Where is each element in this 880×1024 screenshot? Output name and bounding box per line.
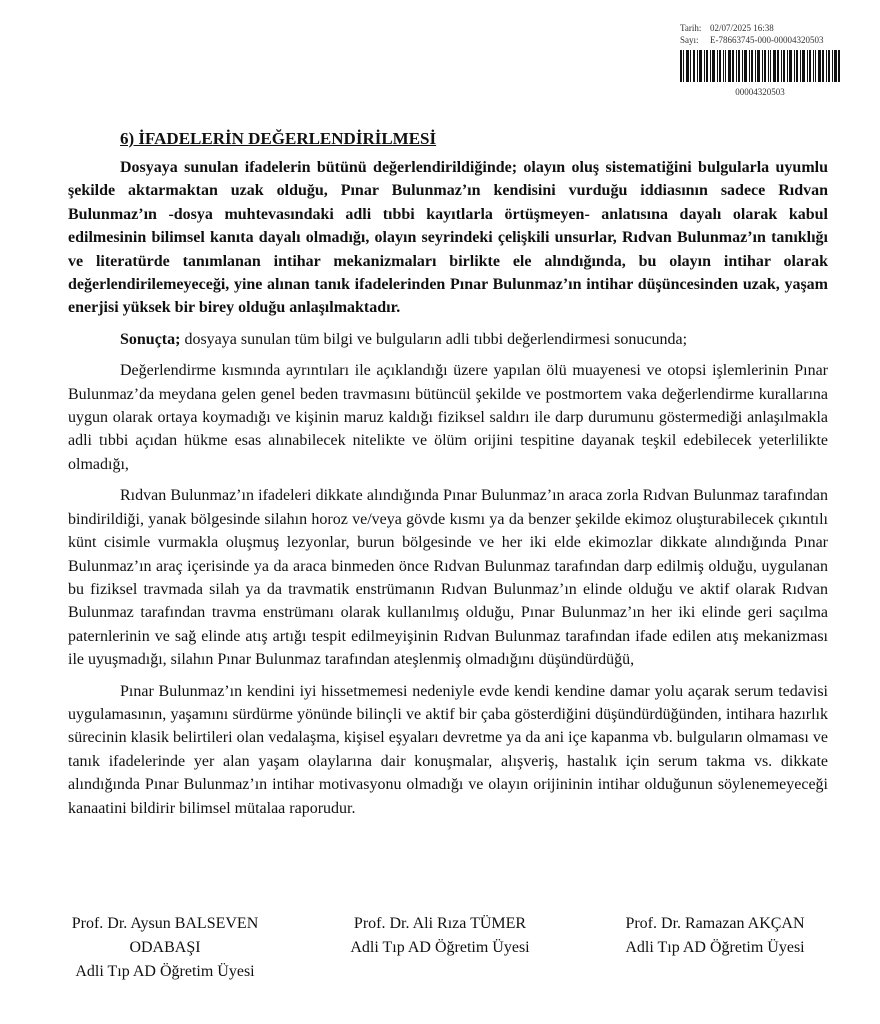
document-body [68, 128, 828, 820]
signature-1-name: Prof. Dr. Aysun BALSEVEN [71, 915, 259, 932]
stamp-date-line [680, 22, 850, 34]
barcode-icon [680, 50, 840, 82]
conclusion-label: Sonuçta; [120, 330, 181, 348]
conclusion-text: dosyaya sunulan tüm bilgi ve bulguların adli tıbbi değerlendirmesi sonucunda; [180, 330, 688, 348]
section-title: 6) İFADELERİN DEĞERLENDİRİLMESİ [120, 129, 437, 148]
paragraph-suicide-evaluation: Pınar Bulunmaz’ın kendini iyi hissetmemesi nedeniyle evde kendi kendine damar yolu açarak serum tedavisi uygulamasının, yaşamını sürdürme yönünde bilinçli ve aktif bir çaba gösterdiğini düşündürdüğünden, intihara hazırlık sürecinin klasik belirtileri olan vedalaşma, kişisel eşyaları devretme ya da ani içe kapanma vb. bulguların olmaması ve tanık ifadelerinde yer alan yaşam olaylarına dair konuşmalar, alışveriş, hastalık için serum takma vs. dikkate alındığında Pınar Bulunmaz’ın intihar motivasyonu olmadığı ve olayın orijininin intihar olduğunun söylenemeyeceği kanaatini bildirir bilimsel mütalaa raporudur. [68, 682, 828, 817]
signature-1 [40, 912, 290, 984]
signature-2 [315, 912, 565, 984]
barcode-number: 00004320503 [735, 87, 785, 97]
stamp-number-value: E-78663745-000-00004320503 [710, 35, 824, 45]
stamp-number-line [680, 34, 850, 46]
document-stamp [680, 22, 850, 98]
paragraph-autopsy-evaluation: Değerlendirme kısmında ayrıntıları ile açıklandığı üzere yapılan ölü muayenesi ve otopsi işlemlerinin Pınar Bulunmaz’da meydana gelen genel beden travmasını bütüncül şekilde ve postmortem vaka değerlendirme kurallarına uygun olarak ortaya koymadığı ve kişinin maruz kaldığı fiziksel saldırı ile darp durumunu göstermediği anlaşılmakla adli tıbbi açıdan hükme esas alınabilecek nitelikte ve ölüm orijini tespitine dayanak teşkil edebilecek yeterlilikte olmadığı, [68, 362, 828, 473]
signature-block [40, 912, 840, 984]
signature-3-name: Prof. Dr. Ramazan AKÇAN [625, 915, 805, 932]
signature-1-role: Adli Tıp AD Öğretim Üyesi [75, 963, 255, 980]
signature-3-role: Adli Tıp AD Öğretim Üyesi [625, 939, 805, 956]
paragraph-witness-evaluation: Rıdvan Bulunmaz’ın ifadeleri dikkate alındığında Pınar Bulunmaz’ın araca zorla Rıdvan Bulunmaz tarafından bindirildiği, yanak bölgesinde silahın horoz ve/veya gövde kısmı ya da benzer şekilde ekimoz oluşturabilecek çıkıntılı künt cisimle vurmakla oluşmuş lezyonlar, burun bölgesinde ve her iki elde ekimozlar dikkate alındığında Pınar Bulunmaz’ın araç içerisinde ya da araca binmeden önce Rıdvan Bulunmaz tarafından darp edilmiş olduğu, uygulanan bu fiziksel travmada silah ya da travmatik enstrümanın Rıdvan Bulunmaz’ın elinde olduğu ve aktif olarak Rıdvan Bulunmaz tarafından travma enstrümanı olarak kullanılmış olduğu, Pınar Bulunmaz’ın her iki elinde geri saçılma paternlerinin ve sağ elinde atış artığı tespit edilmeyişinin Rıdvan Bulunmaz tarafından ifade edilen atış mekanizması ile uyuşmadığı, silahın Pınar Bulunmaz tarafından ateşlenmiş olmadığını düşündürdüğü, [68, 487, 828, 669]
paragraph-summary: Dosyaya sunulan ifadelerin bütünü değerlendirildiğinde; olayın oluş sistematiğini bulgularla uyumlu şekilde aktarmaktan uzak olduğu, Pınar Bulunmaz’ın kendisini vurduğu iddiasının sadece Rıdvan Bulunmaz’ın -dosya muhtevasındaki adli tıbbi kayıtlarla örtüşmeyen- anlatısına dayalı olarak kabul edilmesinin bilimsel kanıta dayalı olmadığı, olayın seyrindeki çelişkili unsurlar, Rıdvan Bulunmaz’ın tanıklığı ve literatürde tanımlanan intihar mekanizmaları birlikte ele alındığında, bu olayın intihar olarak değerlendirilemeyeceği, yine alınan tanık ifadelerinden Pınar Bulunmaz’ın intihar düşüncesinden uzak, yaşam enerjisi yüksek bir birey olduğu anlaşılmaktadır. [68, 159, 828, 317]
signature-1-name-cont: ODABAŞI [129, 939, 201, 956]
signature-3 [590, 912, 840, 984]
stamp-date-label: Tarih: [680, 23, 702, 33]
signature-2-name: Prof. Dr. Ali Rıza TÜMER [353, 915, 527, 932]
stamp-date-value: 02/07/2025 16:38 [710, 23, 774, 33]
signature-2-role: Adli Tıp AD Öğretim Üyesi [350, 939, 530, 956]
stamp-number-label: Sayı: [680, 35, 699, 45]
paragraph-conclusion-intro [68, 328, 828, 351]
